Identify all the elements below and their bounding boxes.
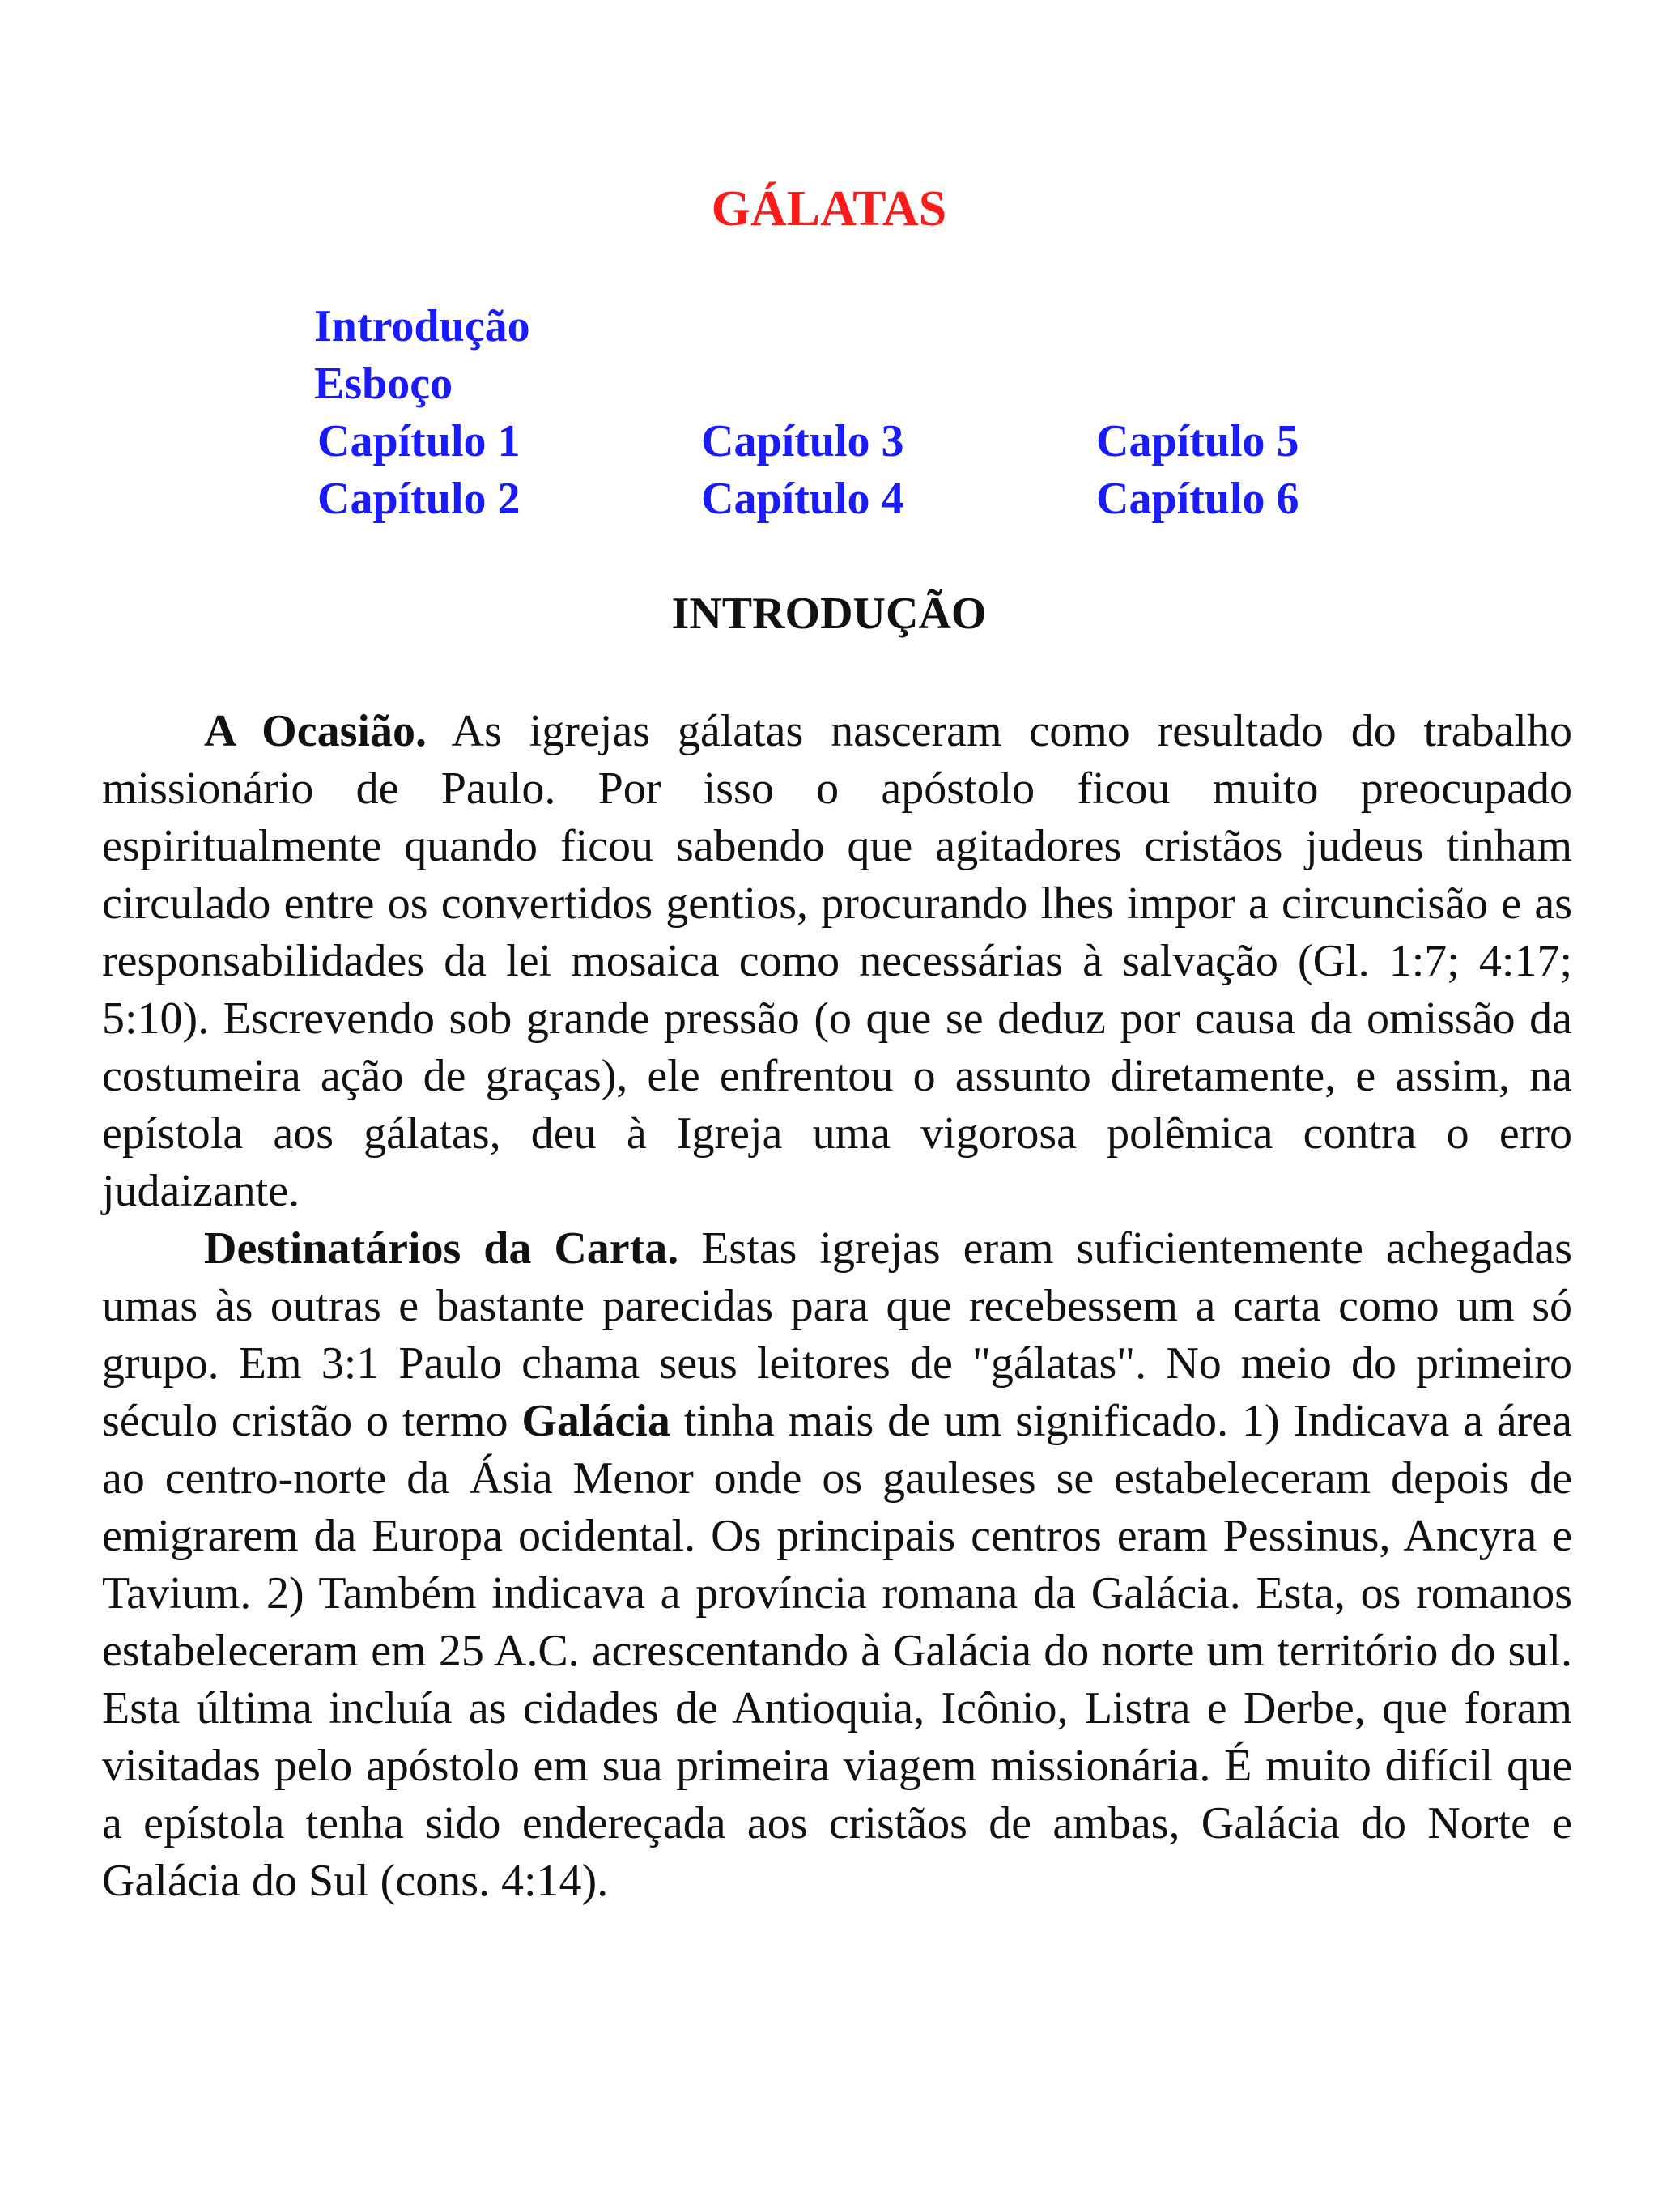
introduction-body — [102, 703, 1572, 1910]
toc-link-chapter-5[interactable]: Capítulo 5 — [1096, 416, 1299, 466]
toc-row-1 — [314, 413, 1383, 470]
table-of-contents — [314, 298, 1383, 528]
toc-link-chapter-2[interactable]: Capítulo 2 — [317, 474, 521, 524]
paragraph-lead: A Ocasião. — [204, 706, 427, 756]
term-galatia: Galácia — [521, 1396, 670, 1446]
toc-link-chapter-6[interactable]: Capítulo 6 — [1096, 474, 1299, 524]
toc-link-chapter-4[interactable]: Capítulo 4 — [701, 474, 904, 524]
paragraph-lead: Destinatários da Carta. — [204, 1223, 679, 1274]
section-heading-introduction: INTRODUÇÃO — [671, 589, 987, 639]
paragraph-text: Estas igrejas eram suficientemente achegadas umas às outras e bastante parecidas para que recebessem a carta como um só grupo. Em 3:1 Paulo chama seus leitores de "gálatas". No meio do primeiro século cristão o termo — [102, 1223, 1572, 1446]
toc-row-2 — [314, 470, 1383, 528]
paragraph-recipients — [102, 1220, 1572, 1910]
toc-link-chapter-1[interactable]: Capítulo 1 — [317, 416, 521, 466]
paragraph-occasion — [102, 703, 1572, 1220]
toc-link-chapter-3[interactable]: Capítulo 3 — [701, 416, 904, 466]
document-title: GÁLATAS — [711, 181, 947, 236]
paragraph-text: tinha mais de um significado. 1) Indicava a área ao centro-norte da Ásia Menor onde os gauleses se estabeleceram depois de emigrarem da Europa ocidental. Os principais centros eram Pessinus, Ancyra e Tavium. 2) Também indicava a província romana da Galácia. Esta, os romanos estabeleceram em 25 A.C. acrescentando à Galácia do norte um território do sul. Esta última incluía as cidades de Antioquia, Icônio, Listra e Derbe, que foram visitadas pelo apóstolo em sua primeira viagem missionária. É muito difícil que a epístola tenha sido endereçada aos cristãos de ambas, Galácia do Norte e Galácia do Sul (cons. 4:14). — [102, 1396, 1573, 1906]
paragraph-text: As igrejas gálatas nasceram como resultado do trabalho missionário de Paulo. Por isso o apóstolo ficou muito preocupado espiritualmente quando ficou sabendo que agitadores cristãos judeus tinham circulado entre os convertidos gentios, procurando lhes impor a circuncisão e as responsabilidades da lei mosaica como necessárias à salvação (Gl. 1:7; 4:17; 5:10). Escrevendo sob grande pressão (o que se deduz por causa da omissão da costumeira ação de graças), ele enfrentou o assunto diretamente, e assim, na epístola aos gálatas, deu à Igreja uma vigorosa polêmica contra o erro judaizante. — [102, 706, 1572, 1216]
toc-link-introduction[interactable]: Introdução — [314, 301, 530, 351]
toc-link-outline[interactable]: Esboço — [314, 359, 453, 409]
